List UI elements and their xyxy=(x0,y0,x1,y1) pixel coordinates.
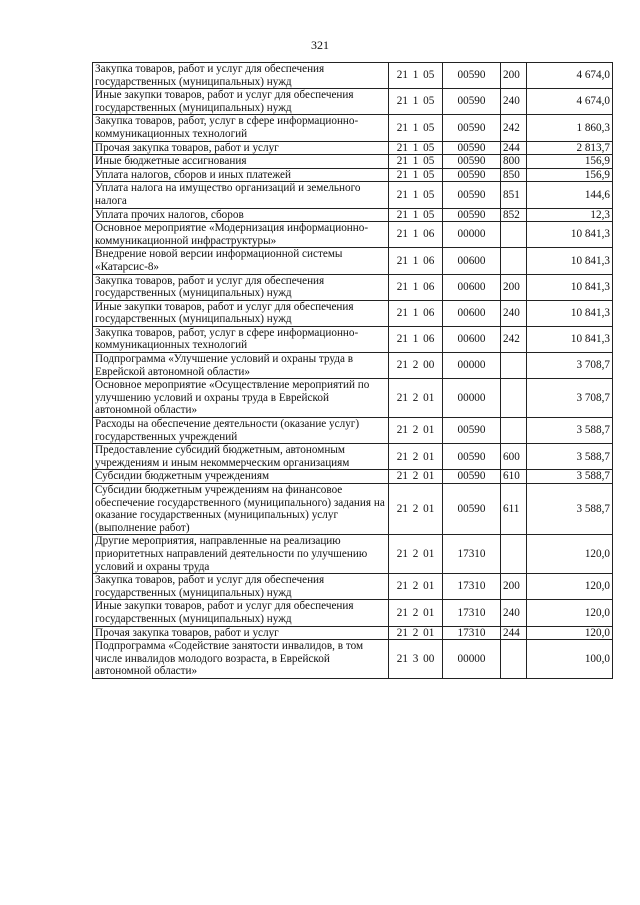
row-expense-type xyxy=(501,640,527,679)
row-name: Уплата налога на имущество организаций и земельного налога xyxy=(93,182,389,208)
row-section-code: 21 1 06 xyxy=(389,248,443,274)
row-amount: 2 813,7 xyxy=(527,141,613,155)
row-name: Закупка товаров, работ и услуг для обеспечения государственных (муниципальных) нужд xyxy=(93,63,389,89)
row-name: Закупка товаров, работ и услуг для обеспечения государственных (муниципальных) нужд xyxy=(93,274,389,300)
row-expense-type: 240 xyxy=(501,300,527,326)
row-name: Другие мероприятия, направленные на реализацию приоритетных направлений деятельности по улучшению условий и охраны труда xyxy=(93,535,389,574)
row-name: Закупка товаров, работ и услуг для обеспечения государственных (муниципальных) нужд xyxy=(93,574,389,600)
row-amount: 4 674,0 xyxy=(527,63,613,89)
row-expense-type: 200 xyxy=(501,574,527,600)
row-name: Прочая закупка товаров, работ и услуг xyxy=(93,626,389,640)
row-name: Подпрограмма «Содействие занятости инвалидов, в том числе инвалидов молодого возраста, в Еврейской автономной области» xyxy=(93,640,389,679)
row-expense-type: 600 xyxy=(501,444,527,470)
row-expense-type: 244 xyxy=(501,626,527,640)
table-row xyxy=(93,326,613,352)
row-expense-type: 200 xyxy=(501,274,527,300)
row-target-code: 17310 xyxy=(443,574,501,600)
row-amount: 100,0 xyxy=(527,640,613,679)
row-target-code: 17310 xyxy=(443,535,501,574)
table-row xyxy=(93,248,613,274)
row-expense-type: 200 xyxy=(501,63,527,89)
row-target-code: 00000 xyxy=(443,353,501,379)
row-target-code: 00600 xyxy=(443,326,501,352)
table-row xyxy=(93,535,613,574)
row-section-code: 21 2 01 xyxy=(389,484,443,535)
row-section-code: 21 2 01 xyxy=(389,418,443,444)
row-amount: 120,0 xyxy=(527,535,613,574)
table-row xyxy=(93,274,613,300)
page-number: 321 xyxy=(311,38,329,52)
row-target-code: 00590 xyxy=(443,89,501,115)
row-section-code: 21 2 01 xyxy=(389,535,443,574)
row-section-code: 21 1 05 xyxy=(389,182,443,208)
row-name: Прочая закупка товаров, работ и услуг xyxy=(93,141,389,155)
row-target-code: 00590 xyxy=(443,470,501,484)
row-name: Внедрение новой версии информационной системы «Катарсис-8» xyxy=(93,248,389,274)
row-name: Предоставление субсидий бюджетным, автономным учреждениям и иным некоммерческим организациям xyxy=(93,444,389,470)
row-section-code: 21 2 01 xyxy=(389,444,443,470)
row-target-code: 00590 xyxy=(443,155,501,169)
row-target-code: 00590 xyxy=(443,208,501,222)
table-row xyxy=(93,168,613,182)
table-row xyxy=(93,484,613,535)
row-name: Субсидии бюджетным учреждениям xyxy=(93,470,389,484)
row-expense-type xyxy=(501,222,527,248)
table-row xyxy=(93,640,613,679)
row-section-code: 21 1 06 xyxy=(389,274,443,300)
row-expense-type: 800 xyxy=(501,155,527,169)
row-expense-type: 850 xyxy=(501,168,527,182)
row-section-code: 21 1 06 xyxy=(389,222,443,248)
row-name: Основное мероприятие «Осуществление мероприятий по улучшению условий и охраны труда в Еврейской автономной области» xyxy=(93,379,389,418)
table-row xyxy=(93,222,613,248)
row-amount: 10 841,3 xyxy=(527,222,613,248)
row-amount: 10 841,3 xyxy=(527,300,613,326)
table-row xyxy=(93,600,613,626)
row-target-code: 00000 xyxy=(443,222,501,248)
row-expense-type xyxy=(501,418,527,444)
row-amount: 3 588,7 xyxy=(527,418,613,444)
row-name: Субсидии бюджетным учреждениям на финансовое обеспечение государственного (муниципального) задания на оказание государственных (муниципальных) услуг (выполнение работ) xyxy=(93,484,389,535)
table-row xyxy=(93,626,613,640)
row-section-code: 21 1 06 xyxy=(389,300,443,326)
row-section-code: 21 1 05 xyxy=(389,168,443,182)
row-name: Закупка товаров, работ, услуг в сфере информационно-коммуникационных технологий xyxy=(93,326,389,352)
budget-table-body xyxy=(93,63,613,679)
row-amount: 3 588,7 xyxy=(527,470,613,484)
row-expense-type xyxy=(501,353,527,379)
row-expense-type: 244 xyxy=(501,141,527,155)
table-row xyxy=(93,155,613,169)
row-name: Уплата налогов, сборов и иных платежей xyxy=(93,168,389,182)
row-amount: 156,9 xyxy=(527,168,613,182)
row-expense-type: 242 xyxy=(501,326,527,352)
row-target-code: 00590 xyxy=(443,484,501,535)
row-target-code: 00000 xyxy=(443,379,501,418)
row-target-code: 00590 xyxy=(443,141,501,155)
row-target-code: 17310 xyxy=(443,626,501,640)
row-expense-type: 610 xyxy=(501,470,527,484)
row-expense-type xyxy=(501,248,527,274)
row-amount: 3 588,7 xyxy=(527,444,613,470)
row-name: Подпрограмма «Улучшение условий и охраны труда в Еврейской автономной области» xyxy=(93,353,389,379)
row-amount: 10 841,3 xyxy=(527,326,613,352)
row-name: Основное мероприятие «Модернизация информационно-коммуникационной инфраструктуры» xyxy=(93,222,389,248)
table-row xyxy=(93,141,613,155)
row-amount: 120,0 xyxy=(527,600,613,626)
row-section-code: 21 1 05 xyxy=(389,89,443,115)
row-section-code: 21 1 05 xyxy=(389,155,443,169)
row-name: Иные бюджетные ассигнования xyxy=(93,155,389,169)
row-expense-type: 852 xyxy=(501,208,527,222)
table-row xyxy=(93,353,613,379)
row-section-code: 21 2 01 xyxy=(389,600,443,626)
row-section-code: 21 2 01 xyxy=(389,470,443,484)
row-name: Расходы на обеспечение деятельности (оказание услуг) государственных учреждений xyxy=(93,418,389,444)
row-target-code: 17310 xyxy=(443,600,501,626)
table-row xyxy=(93,115,613,141)
row-expense-type: 611 xyxy=(501,484,527,535)
table-row xyxy=(93,379,613,418)
row-expense-type: 851 xyxy=(501,182,527,208)
table-row xyxy=(93,444,613,470)
row-section-code: 21 2 01 xyxy=(389,379,443,418)
table-row xyxy=(93,470,613,484)
row-amount: 10 841,3 xyxy=(527,274,613,300)
row-amount: 3 708,7 xyxy=(527,353,613,379)
row-amount: 156,9 xyxy=(527,155,613,169)
row-expense-type xyxy=(501,535,527,574)
table-row xyxy=(93,208,613,222)
table-row xyxy=(93,89,613,115)
row-name: Иные закупки товаров, работ и услуг для обеспечения государственных (муниципальных) нужд xyxy=(93,600,389,626)
row-section-code: 21 1 05 xyxy=(389,141,443,155)
row-name: Иные закупки товаров, работ и услуг для обеспечения государственных (муниципальных) нужд xyxy=(93,300,389,326)
row-target-code: 00600 xyxy=(443,248,501,274)
row-amount: 4 674,0 xyxy=(527,89,613,115)
row-name: Закупка товаров, работ, услуг в сфере информационно-коммуникационных технологий xyxy=(93,115,389,141)
row-target-code: 00590 xyxy=(443,182,501,208)
row-target-code: 00590 xyxy=(443,115,501,141)
row-target-code: 00590 xyxy=(443,63,501,89)
row-target-code: 00590 xyxy=(443,418,501,444)
row-section-code: 21 2 01 xyxy=(389,574,443,600)
row-amount: 144,6 xyxy=(527,182,613,208)
row-target-code: 00600 xyxy=(443,300,501,326)
table-row xyxy=(93,300,613,326)
row-section-code: 21 2 00 xyxy=(389,353,443,379)
row-section-code: 21 1 05 xyxy=(389,115,443,141)
row-amount: 120,0 xyxy=(527,574,613,600)
row-amount: 12,3 xyxy=(527,208,613,222)
table-row xyxy=(93,574,613,600)
row-section-code: 21 1 05 xyxy=(389,208,443,222)
row-target-code: 00590 xyxy=(443,444,501,470)
row-section-code: 21 1 05 xyxy=(389,63,443,89)
row-expense-type: 240 xyxy=(501,600,527,626)
row-expense-type: 242 xyxy=(501,115,527,141)
row-amount: 10 841,3 xyxy=(527,248,613,274)
row-amount: 120,0 xyxy=(527,626,613,640)
row-name: Уплата прочих налогов, сборов xyxy=(93,208,389,222)
row-target-code: 00600 xyxy=(443,274,501,300)
table-row xyxy=(93,418,613,444)
row-name: Иные закупки товаров, работ и услуг для обеспечения государственных (муниципальных) нужд xyxy=(93,89,389,115)
budget-table xyxy=(92,62,613,679)
row-amount: 1 860,3 xyxy=(527,115,613,141)
row-amount: 3 708,7 xyxy=(527,379,613,418)
row-expense-type xyxy=(501,379,527,418)
row-section-code: 21 2 01 xyxy=(389,626,443,640)
row-target-code: 00000 xyxy=(443,640,501,679)
row-section-code: 21 1 06 xyxy=(389,326,443,352)
table-row xyxy=(93,182,613,208)
table-row xyxy=(93,63,613,89)
row-section-code: 21 3 00 xyxy=(389,640,443,679)
row-expense-type: 240 xyxy=(501,89,527,115)
row-amount: 3 588,7 xyxy=(527,484,613,535)
row-target-code: 00590 xyxy=(443,168,501,182)
